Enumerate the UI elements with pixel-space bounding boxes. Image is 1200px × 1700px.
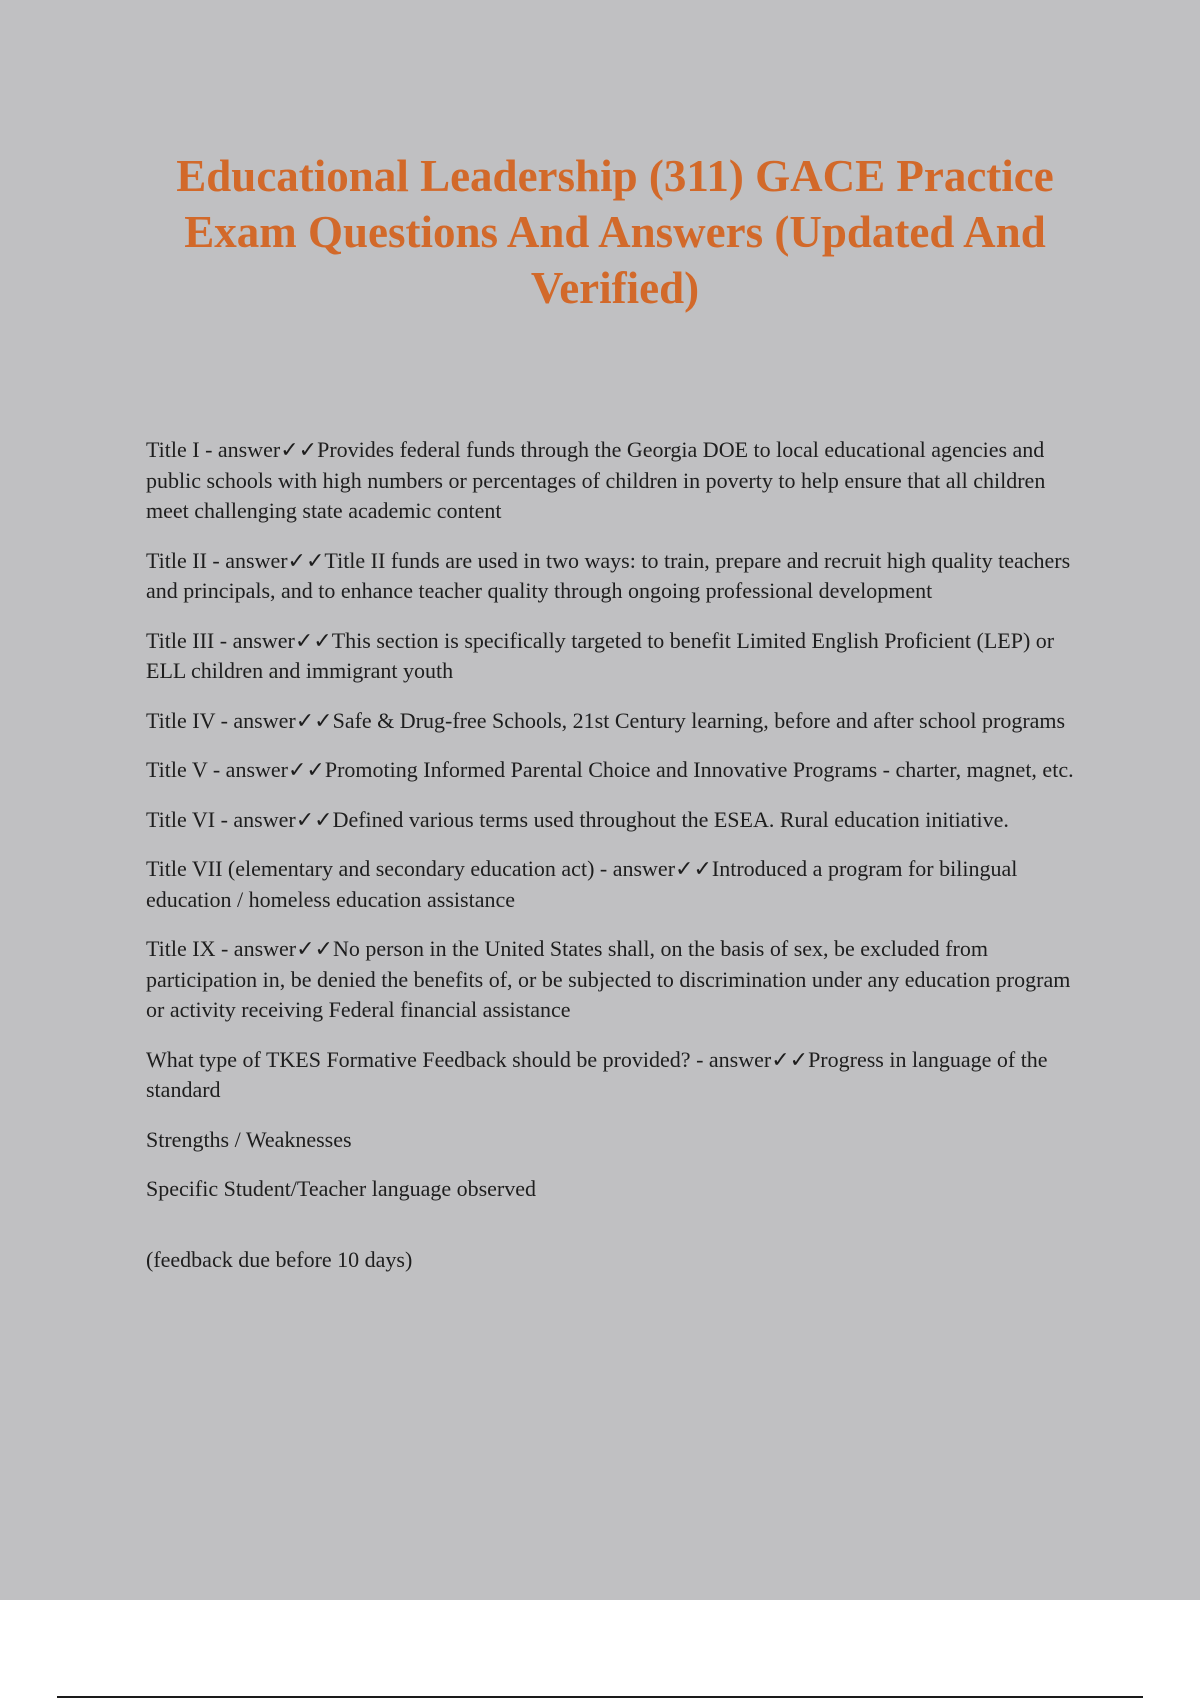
entry-tkes-feedback: What type of TKES Formative Feedback should be provided? - answer✓✓Progress in language of the standard: [146, 1046, 1048, 1102]
entry-strengths-weaknesses: Strengths / Weaknesses: [146, 1126, 352, 1152]
entry-title-iv: Title IV - answer✓✓Safe & Drug-free Schools, 21st Century learning, before and after school programs: [146, 707, 1066, 733]
entry-title-v: Title V - answer✓✓Promoting Informed Parental Choice and Innovative Programs - charter, magnet, etc.: [146, 757, 1074, 782]
entry-title-vi: Title VI - answer✓✓Defined various terms used throughout the ESEA. Rural education initiative.: [146, 806, 1009, 832]
entry-title-iii: Title III - answer✓✓This section is specifically targeted to benefit Limited English Proficient (LEP) or ELL children and immigrant youth: [146, 627, 1055, 683]
document-title: Educational Leadership (311) GACE Practice Exam Questions And Answers (Updated And Verified): [176, 151, 1054, 313]
entry-title-ix: Title IX - answer✓✓No person in the United States shall, on the basis of sex, be excluded from participation in, be denied the benefits of, or be subjected to discrimination under any education program or activity receiving Federal financial assistance: [146, 936, 1071, 1022]
entry-title-ii: Title II - answer✓✓Title II funds are used in two ways: to train, prepare and recruit high quality teachers and principals, and to enhance teacher quality through ongoing professional development: [146, 547, 1071, 603]
entry-feedback-due: (feedback due before 10 days): [146, 1246, 413, 1272]
entry-title-vii: Title VII (elementary and secondary education act) - answer✓✓Introduced a program for bilingual education / homeless education assistance: [146, 856, 1018, 912]
document-body: [146, 435, 1091, 1294]
footer-divider: [57, 1696, 1143, 1698]
entry-language-observed: Specific Student/Teacher language observed: [146, 1176, 537, 1201]
entry-title-i: Title I - answer✓✓Provides federal funds through the Georgia DOE to local educational agencies and public schools with high numbers or percentages of children in poverty to help ensure that all children meet challenging state academic content: [146, 437, 1046, 523]
